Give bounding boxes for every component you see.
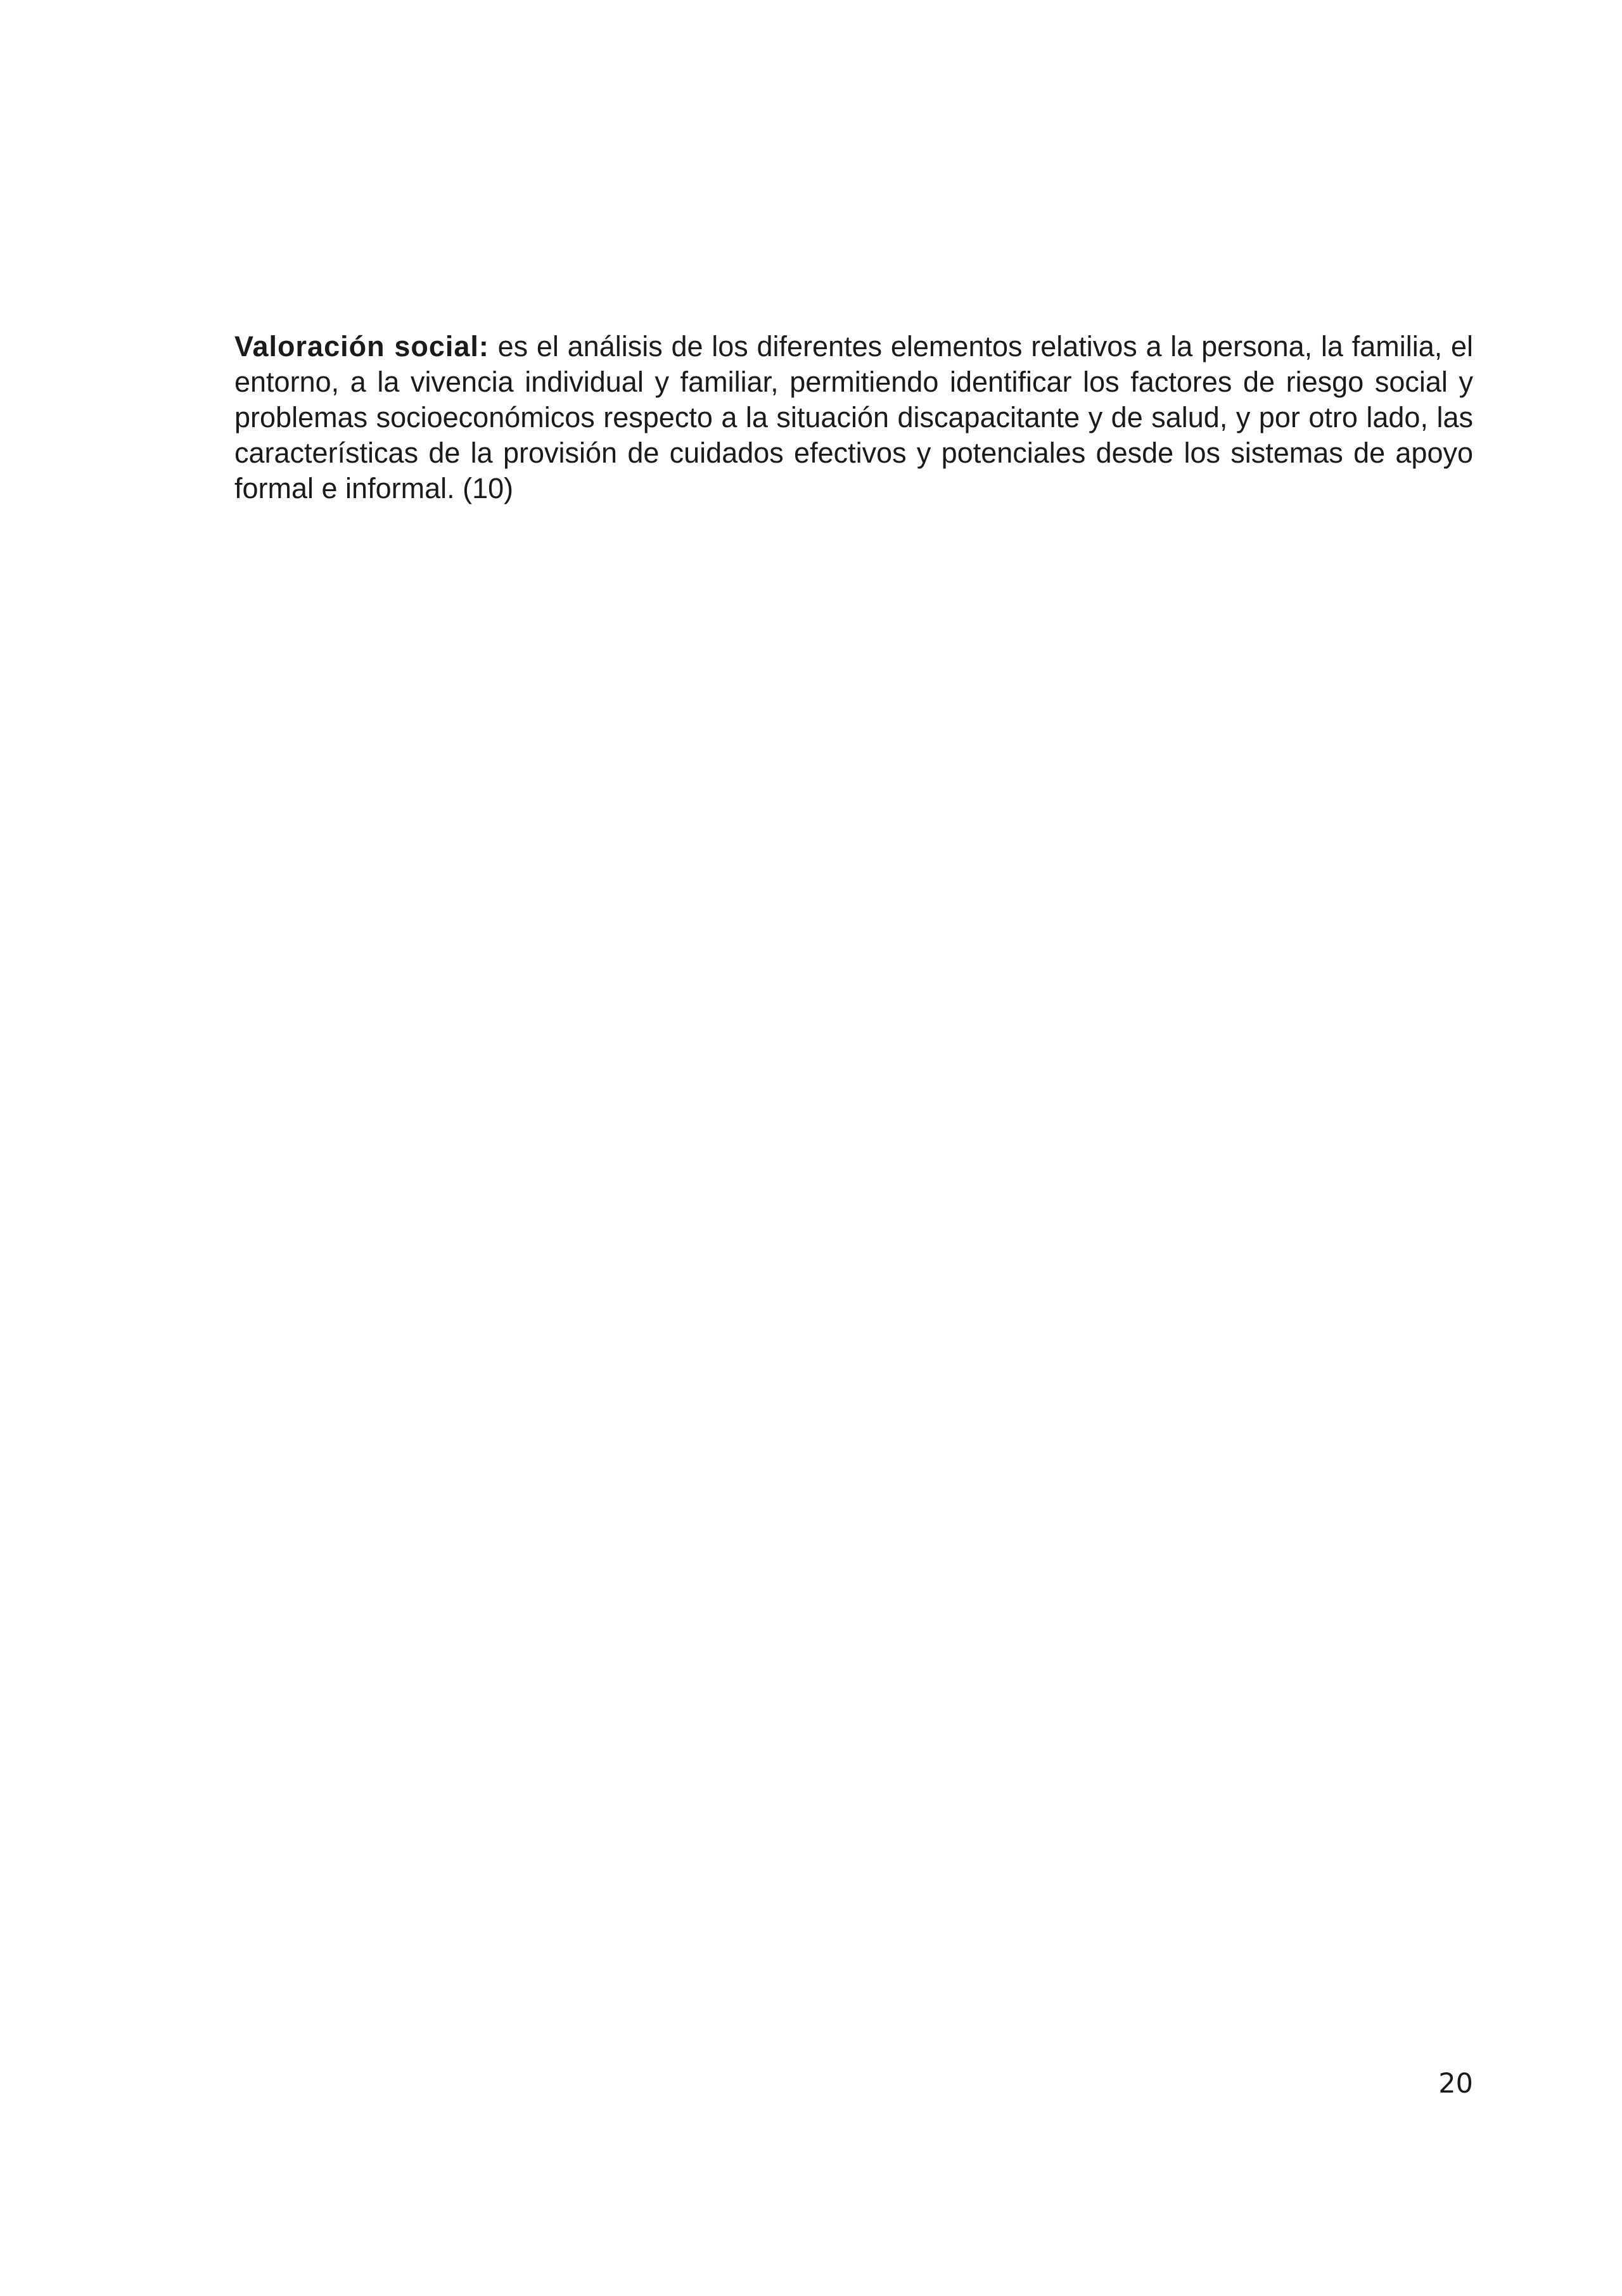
definition-term: Valoración social:	[234, 330, 489, 362]
definition-text: es el análisis de los diferentes elementos relativos a la persona, la familia, el entorno, a la vivencia individual y familiar, permitiendo identificar los factores de riesgo social y problemas socioeconómicos respecto a la situación discapacitante y de salud, y por otro lado, las características de la provisión de cuidados efectivos y potenciales desde los sistemas de apoyo formal e informal. (10)	[234, 330, 1473, 504]
definition-paragraph	[234, 329, 1473, 506]
page-number: 20	[1438, 2068, 1473, 2100]
